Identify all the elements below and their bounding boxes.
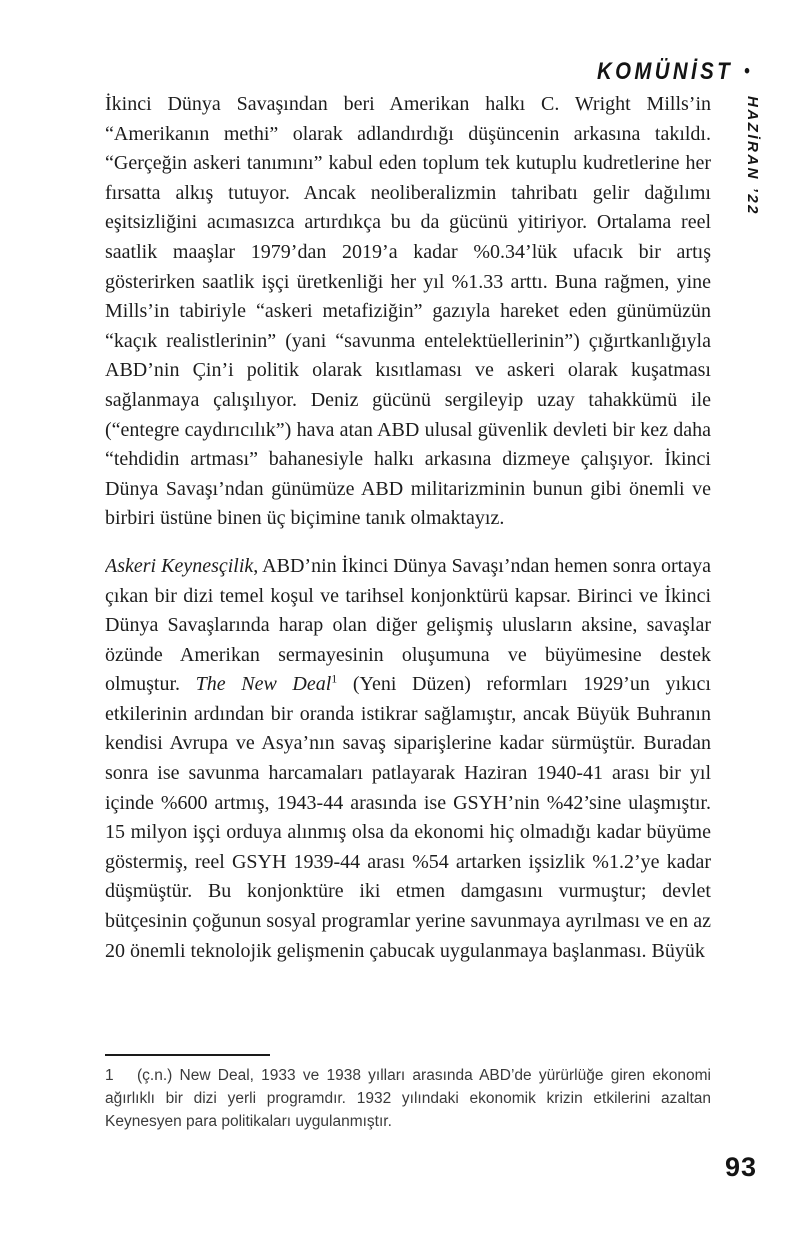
footnote-reference: 1: [331, 671, 338, 686]
paragraph-1: [105, 90, 711, 534]
footnote-block: [105, 1054, 711, 1133]
article-body: [105, 90, 711, 984]
footnote-marker: 1: [105, 1067, 114, 1084]
text-segment: İkinci Dünya Savaşından beri Amerikan halkı C. Wright Mills’in “Amerikanın methi” olarak adlandırdığı düşüncenin arkasına takıldı. “Gerçeğin askeri tanımını” kabul eden toplum tek kutuplu kudretlerine her fırsatta alkış tutuyor. Ancak neoliberalizmin tahribatı gelir dağılımı eşitsizliğini acımasızca artırdıkça bu da gücünü yitiriyor. Ortalama reel saatlik maaşlar 1979’dan 2019’a kadar %0.34’lük ufacık bir artış gösterirken saatlik işçi üretkenliği her yıl %1.33 arttı. Buna rağmen, yine Mills’in tabiriyle “askeri metafiziğin” gazıyla hareket eden günümüzün “kaçık realistlerinin” (yani “savunma entelektüellerinin”) çığırtkanlığıyla ABD’nin Çin’i politik olarak kısıtlaması ve askeri olarak kuşatması sağlanmaya çalışılıyor. Deniz gücünü sergileyip uzay tahakkümü ile (“entegre caydırıcılık”) hava atan ABD ulusal güvenlik devleti bir kez daha “tehdidin artması” bahanesiyle halkı arkasına dizmeye çalışıyor. İkinci Dünya Savaşı’ndan günümüze ABD militarizminin bunun gibi önemli ve birbiri üstüne binen üç biçimine tanık olmaktayız.: [105, 93, 711, 530]
bullet-separator-icon: •: [744, 61, 750, 82]
page-number: 93: [724, 1152, 757, 1182]
text-segment: Askeri Keynesçilik: [105, 554, 254, 577]
paragraph-2: [105, 552, 711, 966]
page-header: [597, 58, 750, 86]
issue-date-vertical: HAZİRAN ’22: [744, 96, 761, 217]
footnote-text: [105, 1064, 711, 1133]
magazine-title: KOMÜNİST: [597, 58, 734, 85]
footnote-rule: [105, 1054, 270, 1056]
text-segment: , ABD’nin İkinci Dünya Savaşı’ndan hemen sonra ortaya çıkan bir dizi temel koşul ve tarihsel konjonktürü kapsar. Birinci ve İkinci Dünya Savaşlarında harap olan diğer gelişmiş ulusların aksine, savaşlar özünde Amerikan sermayesinin oluşumuna ve büyümesine destek olmuştur.: [105, 554, 711, 696]
text-segment: (Yeni Düzen) reformları 1929’un yıkıcı etkilerinin ardından bir oranda istikrar sağlamıştır, ancak Büyük Buhranın kendisi Avrupa ve Asya’nın savaş siparişlerine kadar sürmüştür. Buradan sonra ise savunma harcamaları patlayarak Haziran 1940-41 arası bir yıl içinde %600 artmış, 1943-44 arasında ise GSYH’nin %42’sine ulaşmıştır. 15 milyon işçi orduya alınmış olsa da ekonomi hiç olmadığı kadar büyüme göstermiş, reel GSYH 1939-44 arası %54 artarken işsizlik %1.2’ye kadar düşmüştür. Bu konjonktüre iki etmen damgasını vurmuştur; devlet bütçesinin çoğunun sosyal programlar yerine savunmaya ayrılması ve en az 20 önemli teknolojik gelişmenin çabucak uygulanmaya başlanması. Büyük: [105, 673, 711, 962]
text-segment: (ç.n.) New Deal, 1933 ve 1938 yılları arasında ABD’de yürürlüğe giren ekonomi ağırlıklı bir dizi yerli programdır. 1932 yılındaki ekonomik krizin etkilerini azaltan Keynesyen para politikaları uygulanmıştır.: [105, 1067, 711, 1130]
text-segment: The New Deal: [195, 673, 332, 696]
